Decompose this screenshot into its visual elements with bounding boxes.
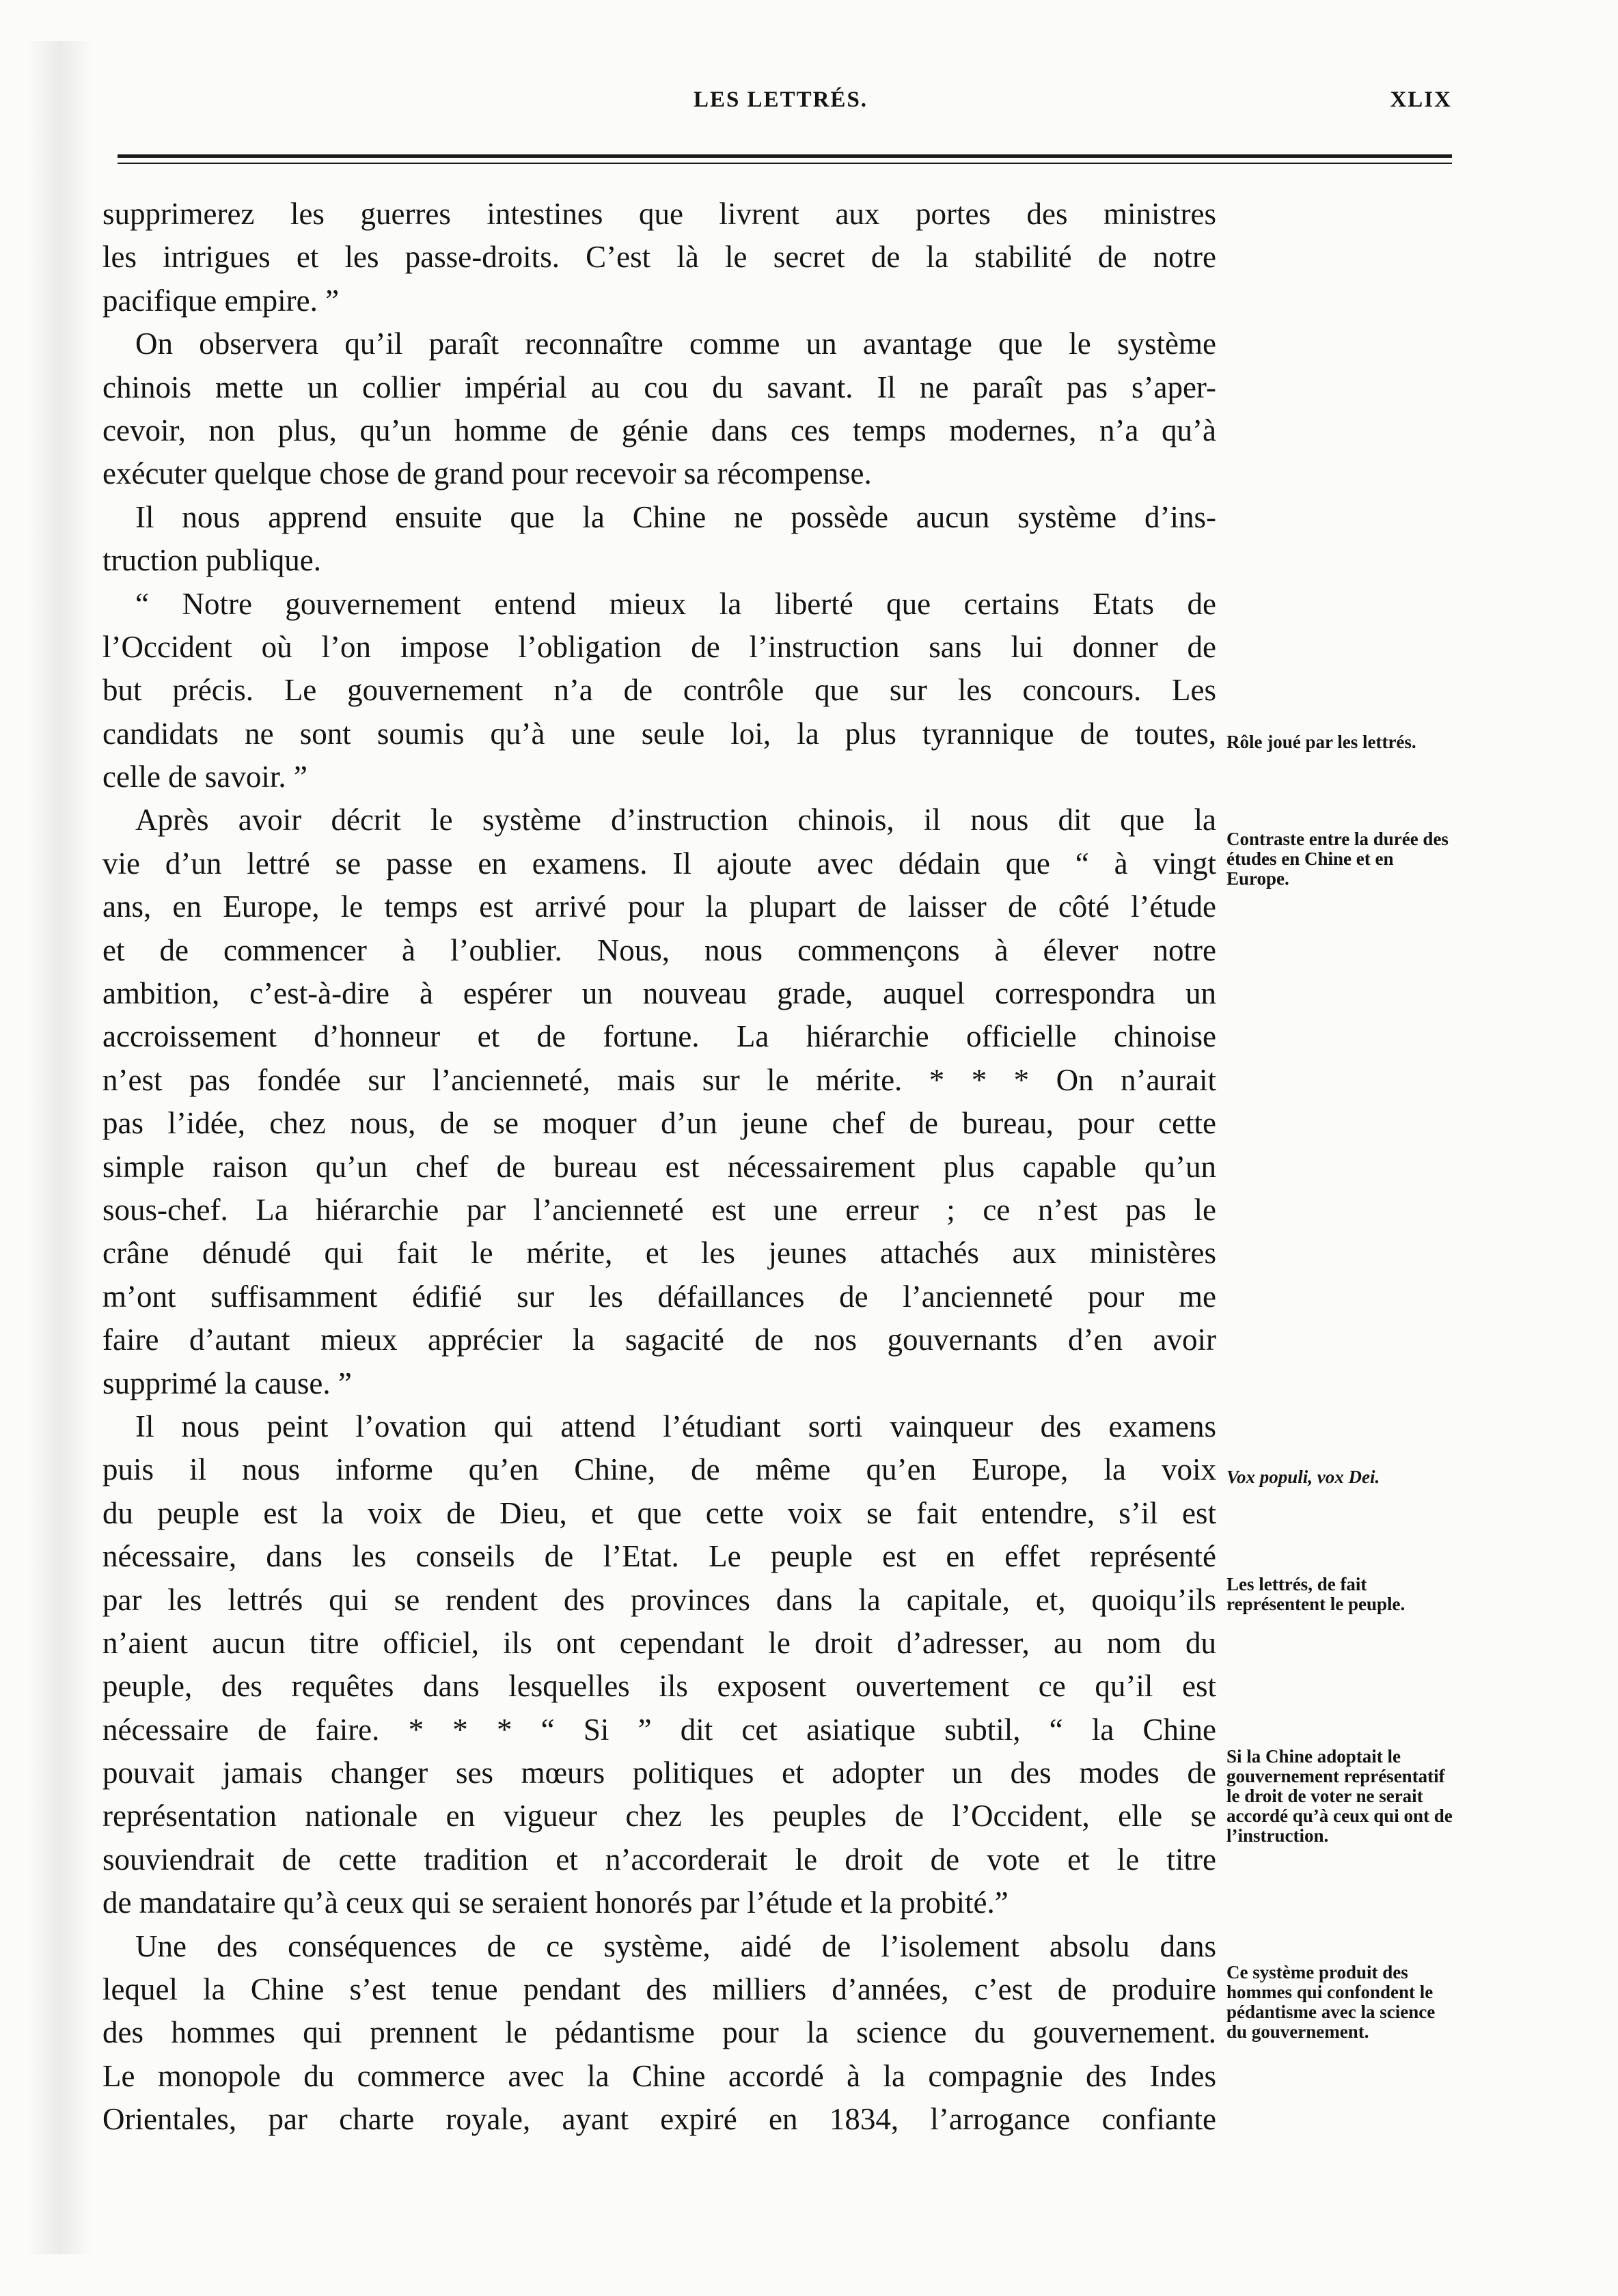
text-line: et de commencer à l’oublier. Nous, nous commençons à élever notre bbox=[102, 932, 1216, 967]
margin-note: Les lettrés, de fait représentent le peuple. bbox=[1226, 1574, 1406, 1614]
text-line: les intrigues et les passe-droits. C’est là le secret de la stabilité de notre bbox=[102, 240, 1216, 275]
text-line: pas l’idée, chez nous, de se moquer d’un jeune chef de bureau, pour cette bbox=[102, 1106, 1216, 1141]
text-line: ambition, c’est-à-dire à espérer un nouveau grade, auquel correspondra un bbox=[102, 976, 1216, 1011]
text-line: souviendrait de cette tradition et n’accorderait le droit de vote et le titre bbox=[102, 1842, 1216, 1877]
text-line: supprimé la cause. ” bbox=[102, 1366, 352, 1400]
margin-note: Contraste entre la durée des études en Chine et en Europe. bbox=[1226, 829, 1449, 889]
text-line: simple raison qu’un chef de bureau est nécessairement plus capable qu’un bbox=[102, 1149, 1216, 1184]
text-line: des hommes qui prennent le pédantisme pour la science du gouvernement. bbox=[102, 2015, 1216, 2050]
text-line: Il nous apprend ensuite que la Chine ne possède aucun système d’ins- bbox=[135, 499, 1216, 534]
text-line: puis il nous informe qu’en Chine, de même qu’en Europe, la voix bbox=[102, 1452, 1216, 1487]
text-line: nécessaire, dans les conseils de l’Etat. Le peuple est en effet représenté bbox=[102, 1539, 1216, 1574]
text-line: Il nous peint l’ovation qui attend l’étudiant sorti vainqueur des examens bbox=[135, 1409, 1216, 1443]
text-line: celle de savoir. ” bbox=[102, 760, 307, 794]
text-line: vie d’un lettré se passe en examens. Il ajoute avec dédain que “ à vingt bbox=[102, 846, 1216, 881]
margin-note: Vox populi, vox Dei. bbox=[1226, 1467, 1380, 1487]
page-header bbox=[109, 87, 1452, 128]
text-line: candidats ne sont soumis qu’à une seule loi, la plus tyrannique de toutes, bbox=[102, 716, 1216, 751]
binding-shadow bbox=[27, 41, 92, 2254]
margin-note: Si la Chine adoptait le gouvernement représentatif le droit de voter ne serait accordé qu’à ceux qui ont de l’instruction. bbox=[1226, 1746, 1453, 1846]
text-line: pouvait jamais changer ses mœurs politiques et adopter un des modes de bbox=[102, 1756, 1216, 1790]
running-title: LES LETTRÉS. bbox=[693, 87, 868, 112]
text-line: exécuter quelque chose de grand pour recevoir sa récompense. bbox=[102, 456, 872, 491]
text-line: pacifique empire. ” bbox=[102, 283, 340, 318]
header-rule-thin bbox=[118, 163, 1452, 164]
text-line: Une des conséquences de ce système, aidé de l’isolement absolu dans bbox=[135, 1928, 1216, 1963]
text-line: de mandataire qu’à ceux qui se seraient honorés par l’étude et la probité.” bbox=[102, 1885, 1009, 1920]
text-line: lequel la Chine s’est tenue pendant des milliers d’années, c’est de produire bbox=[102, 1972, 1216, 2007]
text-line: chinois mette un collier impérial au cou du savant. Il ne paraît pas s’aper- bbox=[102, 370, 1216, 404]
text-line: Après avoir décrit le système d’instruction chinois, il nous dit que la bbox=[135, 803, 1216, 838]
text-line: accroissement d’honneur et de fortune. La hiérarchie officielle chinoise bbox=[102, 1019, 1216, 1054]
text-line: sous-chef. La hiérarchie par l’ancienneté est une erreur ; ce n’est pas le bbox=[102, 1192, 1216, 1227]
text-line: “ Notre gouvernement entend mieux la liberté que certains Etats de bbox=[135, 586, 1216, 621]
text-line: faire d’autant mieux apprécier la sagacité de nos gouvernants d’en avoir bbox=[102, 1323, 1216, 1357]
text-line: n’est pas fondée sur l’ancienneté, mais sur le mérite. * * * On n’aurait bbox=[102, 1062, 1216, 1097]
text-line: représentation nationale en vigueur chez les peuples de l’Occident, elle se bbox=[102, 1799, 1216, 1834]
margin-note: Rôle joué par les lettrés. bbox=[1226, 732, 1416, 752]
page-number: XLIX bbox=[1390, 87, 1452, 112]
text-line: par les lettrés qui se rendent des provinces dans la capitale, et, quoiqu’ils bbox=[102, 1582, 1216, 1617]
header-rule-thick bbox=[118, 154, 1452, 158]
text-line: but précis. Le gouvernement n’a de contrôle que sur les concours. Les bbox=[102, 673, 1216, 708]
text-line: On observera qu’il paraît reconnaître comme un avantage que le système bbox=[135, 327, 1216, 361]
text-line: l’Occident où l’on impose l’obligation de l’instruction sans lui donner de bbox=[102, 629, 1216, 664]
text-line: Le monopole du commerce avec la Chine accordé à la compagnie des Indes bbox=[102, 2058, 1216, 2093]
margin-note: Ce système produit des hommes qui confondent le pédantisme avec la science du gouvernement. bbox=[1226, 1962, 1436, 2042]
text-line: supprimerez les guerres intestines que livrent aux portes des ministres bbox=[102, 197, 1216, 231]
text-line: peuple, des requêtes dans lesquelles ils exposent ouvertement ce qu’il est bbox=[102, 1669, 1216, 1704]
text-line: ans, en Europe, le temps est arrivé pour la plupart de laisser de côté l’étude bbox=[102, 889, 1216, 924]
body-text bbox=[102, 193, 1216, 2142]
text-line: truction publique. bbox=[102, 543, 321, 578]
text-line: Orientales, par charte royale, ayant expiré en 1834, l’arrogance confiante bbox=[102, 2102, 1216, 2137]
text-line: crâne dénudé qui fait le mérite, et les jeunes attachés aux ministères bbox=[102, 1236, 1216, 1271]
text-line: n’aient aucun titre officiel, ils ont cependant le droit d’adresser, au nom du bbox=[102, 1625, 1216, 1660]
text-line: nécessaire de faire. * * * “ Si ” dit cet asiatique subtil, “ la Chine bbox=[102, 1712, 1216, 1747]
text-line: m’ont suffisamment édifié sur les défaillances de l’ancienneté pour me bbox=[102, 1279, 1216, 1314]
text-line: cevoir, non plus, qu’un homme de génie dans ces temps modernes, n’a qu’à bbox=[102, 413, 1216, 447]
text-line: du peuple est la voix de Dieu, et que cette voix se fait entendre, s’il est bbox=[102, 1495, 1216, 1530]
